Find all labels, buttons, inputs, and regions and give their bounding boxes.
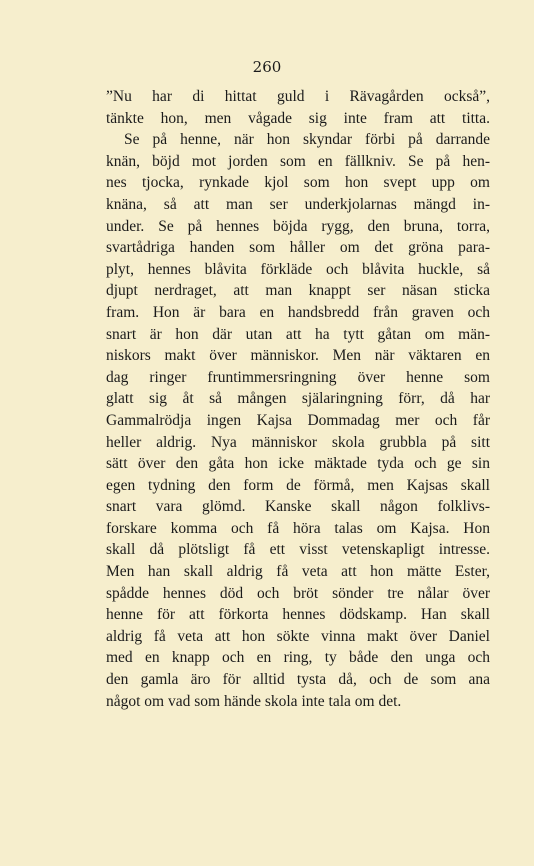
text-line: Gammalrödja ingen Kajsa Dommadag mer och får [106, 411, 490, 429]
text-line: svartådriga handen som håller om det gröna para- [106, 239, 490, 257]
text-line: tänkte hon, men vågade sig inte fram att titta. [106, 109, 490, 127]
text-line: under. Se på hennes böjda rygg, den bruna, torra, [106, 217, 490, 235]
text-line: fram. Hon är bara en handsbredd från graven och [106, 303, 490, 321]
page-number: 260 [252, 58, 282, 76]
text-line: något om vad som hände skola inte tala om det. [106, 692, 402, 710]
text-line: knäna, så att man ser underkjolarnas mängd in- [106, 195, 490, 213]
text-line: Men han skall aldrig få veta att hon mätte Ester, [106, 563, 490, 581]
text-line: den gamla äro för alltid tysta då, och de som ana [106, 671, 490, 689]
text-line: nes tjocka, rynkade kjol som hon svept upp om [106, 174, 490, 192]
text-line: plyt, hennes blåvita förkläde och blåvita huckle, så [106, 260, 490, 278]
text-line: sätt över den gåta hon icke mäktade tyda och ge sin [106, 455, 490, 473]
text-line: dag ringer fruntimmersringning över henne som [106, 368, 490, 386]
text-line: snart vara glömd. Kanske skall någon folklivs- [106, 498, 490, 516]
text-line: ”Nu har di hittat guld i Rävagården också”, [106, 88, 490, 105]
body-text [106, 86, 490, 712]
text-line: egen tydning den form de förmå, men Kajsas skall [106, 476, 490, 494]
text-line: skall då plötsligt få ett visst vetenskapligt intresse. [106, 541, 490, 559]
text-line: henne för att förkorta hennes dödskamp. Han skall [106, 606, 490, 624]
text-line: spådde hennes död och bröt sönder tre nålar över [106, 584, 490, 602]
text-line: niskors makt över människor. Men när väktaren en [106, 347, 490, 365]
text-line: forskare komma och få höra talas om Kajsa. Hon [106, 519, 490, 537]
text-line: med en knapp och en ring, ty både den unga och [106, 649, 490, 667]
text-line: knän, böjd mot jorden som en fällkniv. Se på hen- [106, 152, 490, 170]
text-line: glatt sig åt så mången själaringning förr, då har [106, 390, 490, 408]
text-line: djupt nerdraget, att man knappt ser näsan sticka [106, 282, 490, 300]
text-line: Se på henne, när hon skyndar förbi på darrande [124, 131, 490, 149]
text-line: aldrig få veta att hon sökte vinna makt över Daniel [106, 627, 490, 645]
text-line: heller aldrig. Nya människor skola grubbla på sitt [106, 433, 490, 451]
text-line: snart är hon där utan att ha tytt gåtan om män- [106, 325, 490, 343]
